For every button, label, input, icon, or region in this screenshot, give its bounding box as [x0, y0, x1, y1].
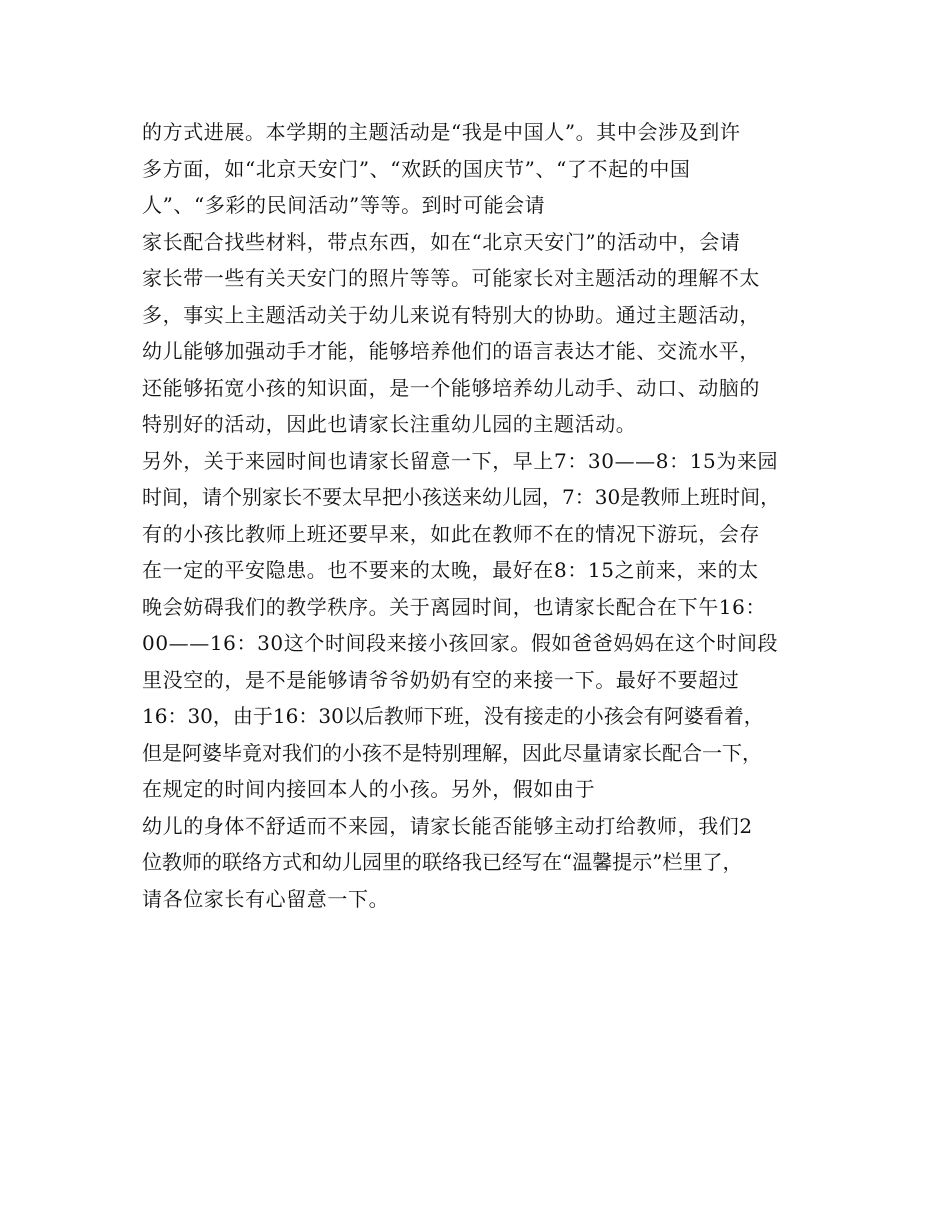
text-line-19: 在规定的时间内接回本人的小孩。另外，假如由于 — [142, 777, 596, 801]
text-line-21: 位教师的联络方式和幼儿园里的联络我已经写在“温馨提示”栏里了， — [142, 850, 743, 874]
text-line-2: 多方面，如“北京天安门”、“欢跃的国庆节”、“了不起的中国 — [142, 156, 691, 181]
text-line-15: 00——16：30这个时间段来接小孩回家。假如爸爸妈妈在这个时间段 — [142, 631, 779, 655]
text-line-18: 但是阿婆毕竟对我们的小孩不是特别理解，因此尽量请家长配合一下， — [142, 740, 762, 765]
text-line-5: 家长带一些有关天安门的照片等等。可能家长对主题活动的理解不太 — [142, 266, 760, 290]
text-line-14: 晚会妨碍我们的教学秩序。关于离园时间，也请家长配合在下午16： — [142, 594, 767, 619]
text-line-3: 人”、“多彩的民间活动”等等。到时可能会请 — [142, 193, 546, 217]
text-line-16: 里没空的，是不是能够请爷爷奶奶有空的来接一下。最好不要超过 — [142, 667, 740, 692]
text-line-7: 幼儿能够加强动手才能，能够培养他们的语言表达才能、交流水平， — [142, 339, 760, 363]
text-line-10: 另外，关于来园时间也请家长留意一下，早上7：30——8：15为来园 — [142, 448, 779, 473]
text-line-11: 时间，请个别家长不要太早把小孩送来幼儿园，7：30是教师上班时间， — [142, 485, 781, 509]
text-line-13: 在一定的平安隐患。也不要来的太晚，最好在8：15之前来，来的太 — [142, 558, 759, 582]
text-line-8: 还能够拓宽小孩的知识面，是一个能够培养幼儿动手、动口、动脑的 — [142, 375, 760, 400]
text-line-6: 多，事实上主题活动关于幼儿来说有特别大的协助。通过主题活动， — [142, 302, 760, 327]
document-body — [142, 114, 832, 917]
text-line-12: 有的小孩比教师上班还要早来，如此在教师不在的情况下游玩，会存 — [142, 521, 760, 546]
text-line-4: 家长配合找些材料，带点东西，如在“北京天安门”的活动中，会请 — [142, 229, 741, 254]
text-line-17: 16：30，由于16：30以后教师下班，没有接走的小孩会有阿婆看着， — [142, 704, 764, 728]
text-line-9: 特别好的活动，因此也请家长注重幼儿园的主题活动。 — [142, 412, 637, 436]
text-line-1: 的方式进展。本学期的主题活动是“我是中国人”。其中会涉及到许 — [142, 120, 741, 144]
text-line-22: 请各位家长有心留意一下。 — [142, 886, 390, 911]
text-line-20: 幼儿的身体不舒适而不来园，请家长能否能够主动打给教师，我们2 — [142, 813, 753, 838]
